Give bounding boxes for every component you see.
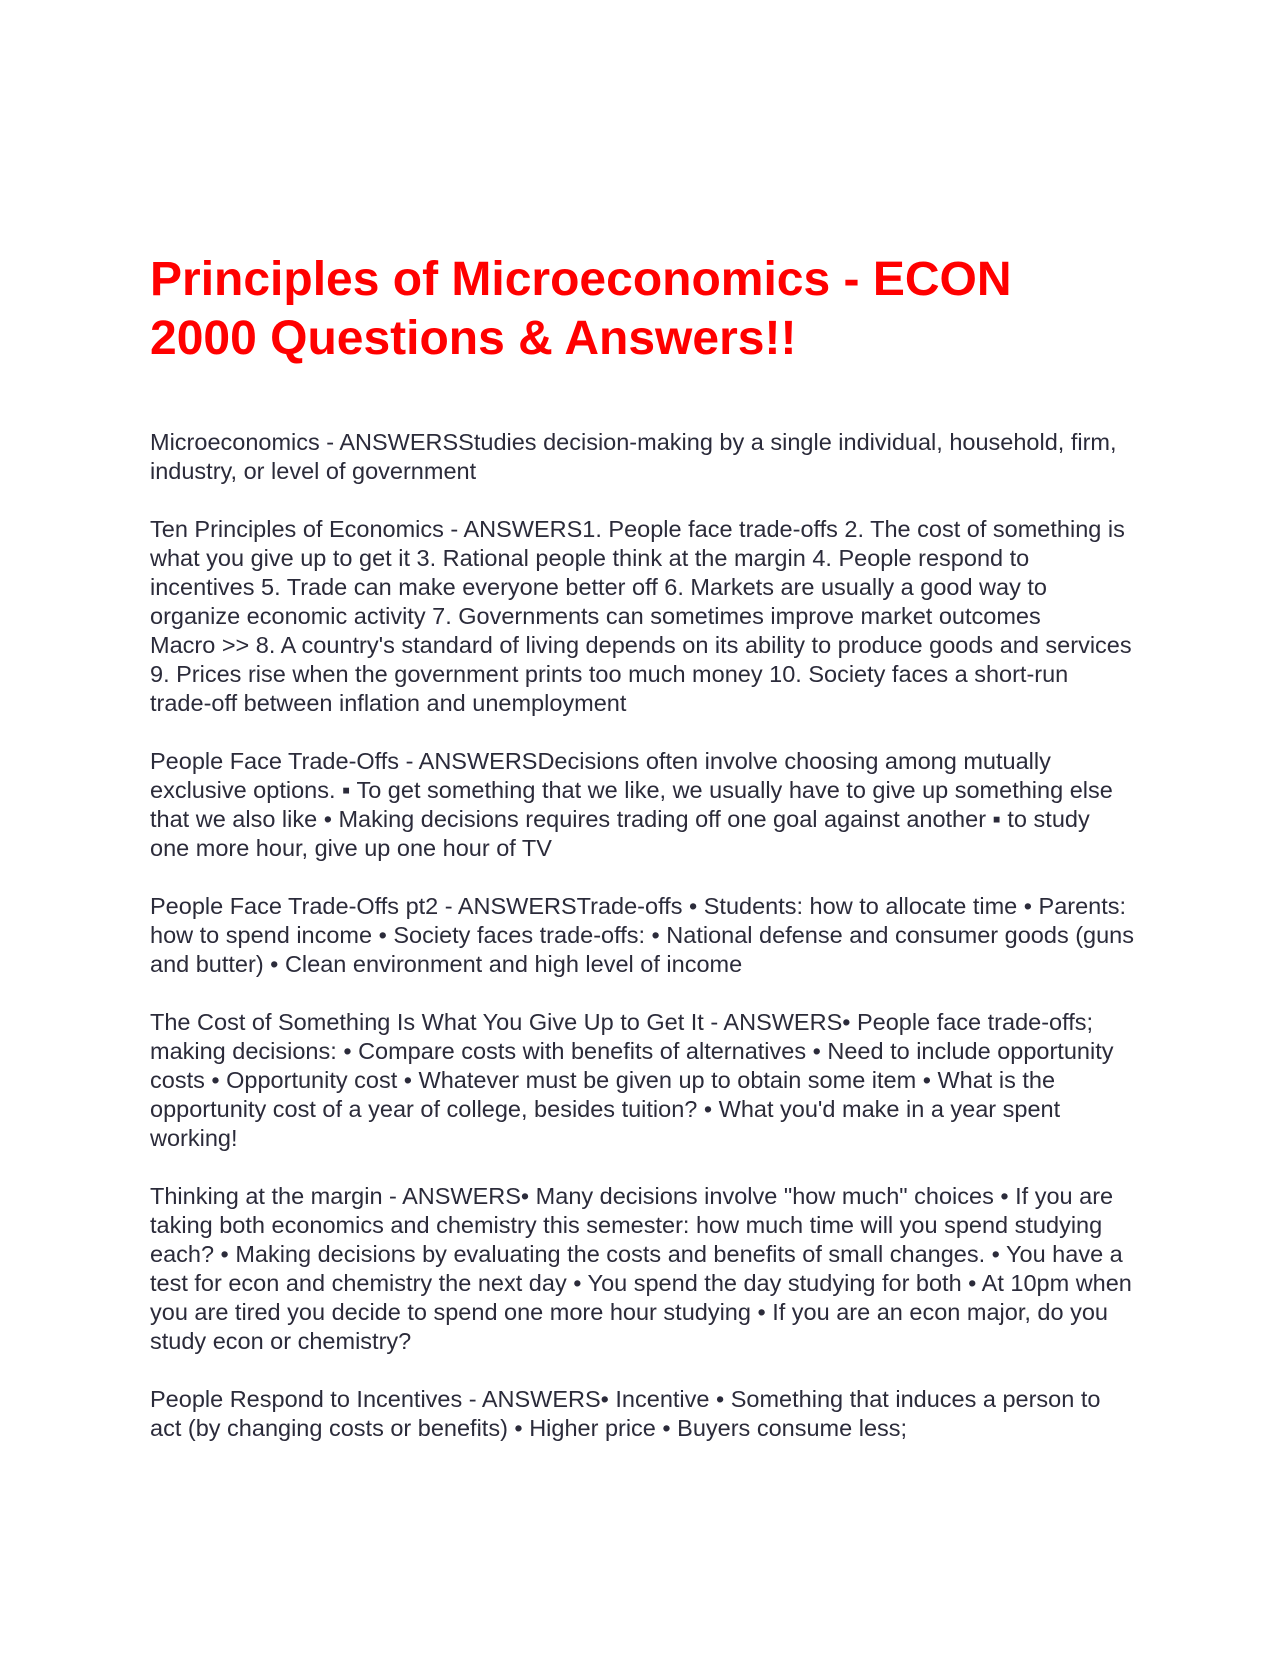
document-title-line-2: 2000 Questions & Answers!! — [150, 312, 797, 365]
document-page — [150, 250, 1135, 1472]
qa-entry-trade-offs: People Face Trade-Offs - ANSWERSDecisions often involve choosing among mutually exclusive options. ▪ To get something that we like, we usually have to give up something else that we also like • Making decisions requires trading off one goal against another ▪ to study one more hour, give up one hour of TV — [150, 748, 1113, 861]
qa-entry-microeconomics: Microeconomics - ANSWERSStudies decision-making by a single individual, household, firm, industry, or level of government — [150, 429, 1117, 484]
qa-entry-cost-of-something: The Cost of Something Is What You Give Up to Get It - ANSWERS• People face trade-offs; making decisions: • Compare costs with benefits of alternatives • Need to include opportunity costs • Opportunity cost • Whatever must be given up to obtain some item • What is the opportunity cost of a year of college, besides tuition? • What you'd make in a year spent working! — [150, 1009, 1114, 1151]
qa-entry-ten-principles: Ten Principles of Economics - ANSWERS1. People face trade-offs 2. The cost of something is what you give up to get it 3. Rational people think at the margin 4. People respond to incentives 5. Trade can make everyone better off 6. Markets are usually a good way to organize economic activity 7. Governments can sometimes improve market outcomes Macro >> 8. A country's standard of living depends on its ability to produce goods and services 9. Prices rise when the government prints too much money 10. Society faces a short-run trade-off between inflation and unemployment — [150, 516, 1132, 716]
qa-entry-trade-offs-pt2: People Face Trade-Offs pt2 - ANSWERSTrade-offs • Students: how to allocate time • Parents: how to spend income • Society faces trade-offs: • National defense and consumer goods (guns and butter) • Clean environment and high level of income — [150, 893, 1135, 977]
document-title-line-1: Principles of Microeconomics - ECON — [150, 253, 1012, 306]
document-title — [150, 250, 1135, 368]
qa-entries — [150, 428, 1135, 1443]
qa-entry-thinking-at-margin: Thinking at the margin - ANSWERS• Many decisions involve "how much" choices • If you are taking both economics and chemistry this semester: how much time will you spend studying each? • Making decisions by evaluating the costs and benefits of small changes. • You have a test for econ and chemistry the next day • You spend the day studying for both • At 10pm when you are tired you decide to spend one more hour studying • If you are an econ major, do you study econ or chemistry? — [150, 1183, 1132, 1354]
qa-entry-incentives: People Respond to Incentives - ANSWERS• Incentive • Something that induces a person to act (by changing costs or benefits) • Higher price • Buyers consume less; — [150, 1386, 1101, 1441]
